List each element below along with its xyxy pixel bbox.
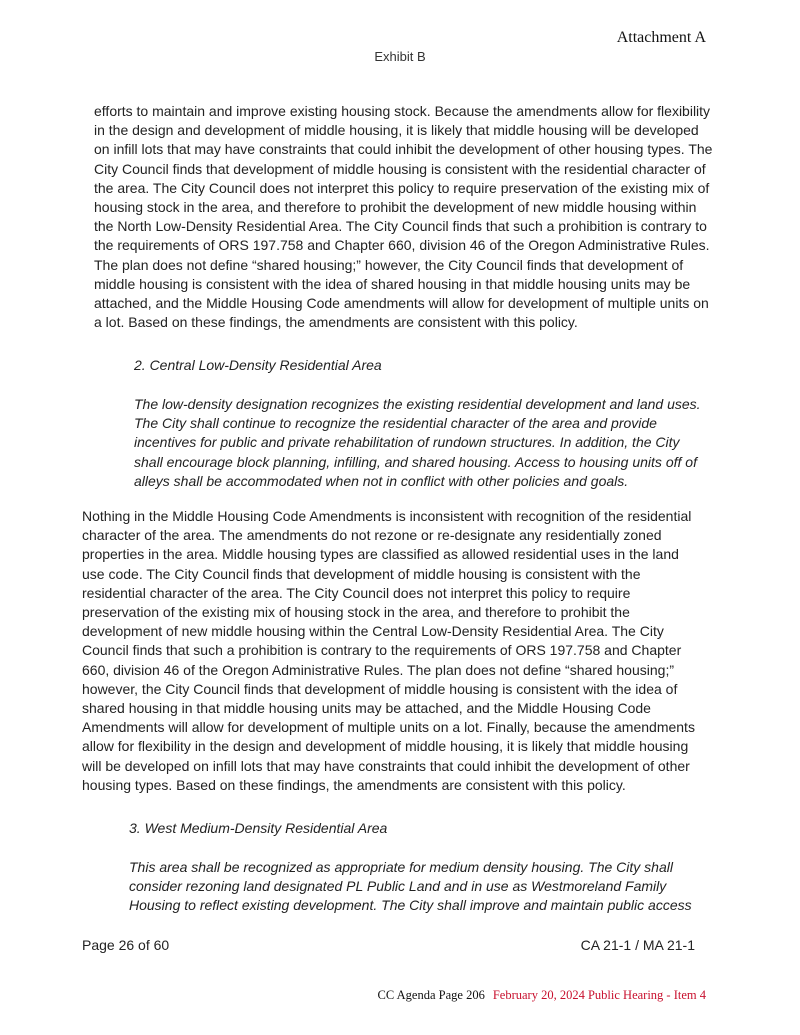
section-2-heading: 2. Central Low-Density Residential Area [134, 357, 382, 373]
body-paragraph-2: Nothing in the Middle Housing Code Amendments is inconsistent with recognition of the residential character of the area. The amendments do not rezone or re-designate any residentially zoned properties in the area. Middle housing types are classified as allowed residential uses in the land use code. The City Council finds that development of middle housing is consistent with the residential character of the area. The City Council does not interpret this policy to require preservation of the existing mix of housing stock in the area, and therefore to prohibit the development of new middle housing within the Central Low-Density Residential Area. The City Council finds that such a prohibition is contrary to the requirements of ORS 197.758 and Chapter 660, division 46 of the Oregon Administrative Rules. The plan does not define “shared housing;” however, the City Council finds that development of middle housing is consistent with the idea of shared housing in that middle housing units may be attached, and the Middle Housing Code Amendments will allow for development of multiple units on a lot. Finally, because the amendments allow for flexibility in the design and development of middle housing, it is likely that middle housing will be developed on infill lots that may have constraints that could inhibit the development of other housing types. Based on these findings, the amendments are consistent with this policy. [82, 508, 695, 793]
page-number: Page 26 of 60 [82, 937, 170, 953]
section-3-heading: 3. West Medium-Density Residential Area [129, 820, 388, 836]
attachment-label: Attachment A [616, 29, 706, 46]
hearing-label: February 20, 2024 Public Hearing - Item 4 [492, 988, 706, 1002]
agenda-page-label: CC Agenda Page 206 [377, 988, 485, 1002]
section-2-policy-text: The low-density designation recognizes the existing residential development and land uses. The City shall continue to recognize the residential character of the area and provide incentives for public and private rehabilitation of rundown structures. In addition, the City shall encourage block planning, infilling, and shared housing. Access to housing units off of alleys shall be accommodated when not in conflict with other policies and goals. [134, 396, 701, 489]
exhibit-label: Exhibit B [374, 49, 426, 64]
section-3-policy-text: This area shall be recognized as appropriate for medium density housing. The City shall consider rezoning land designated PL Public Land and in use as Westmoreland Family Housing to reflect existing development. The City shall improve and maintain public access [129, 859, 692, 914]
case-numbers: CA 21-1 / MA 21-1 [580, 937, 695, 953]
agenda-stamp [378, 988, 706, 1003]
body-paragraph-1: efforts to maintain and improve existing housing stock. Because the amendments allow for flexibility in the design and development of middle housing, it is likely that middle housing will be developed on infill lots that may have constraints that could inhibit the development of other housing types. The City Council finds that development of middle housing is consistent with the residential character of the area. The City Council does not interpret this policy to require preservation of the existing mix of housing stock in the area, and therefore to prohibit the development of new middle housing within the North Low-Density Residential Area. The City Council finds that such a prohibition is contrary to the requirements of ORS 197.758 and Chapter 660, division 46 of the Oregon Administrative Rules. The plan does not define “shared housing;” however, the City Council finds that development of middle housing is consistent with the idea of shared housing in that middle housing units may be attached, and the Middle Housing Code amendments will allow for development of multiple units on a lot. Based on these findings, the amendments are consistent with this policy. [94, 103, 713, 331]
